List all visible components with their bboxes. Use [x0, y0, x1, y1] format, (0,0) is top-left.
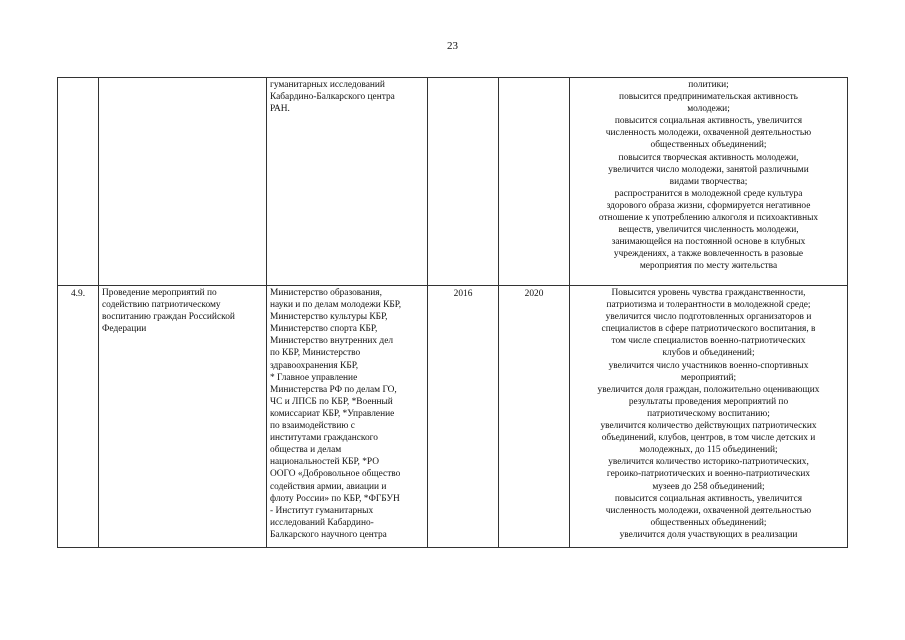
- result-text-line: здорового образа жизни, сформируется негативное: [606, 200, 811, 211]
- result-text-line: увеличится количество историко-патриотических,: [608, 457, 809, 468]
- result-text-line: увеличится количество действующих патриотических: [600, 421, 817, 432]
- result-text-line: молодежи;: [687, 104, 730, 115]
- executors-text-line: * Главное управление: [270, 372, 358, 383]
- end-year-cell: [499, 78, 570, 286]
- result-text-line: численность молодежи, охваченной деятельностью: [605, 505, 812, 516]
- result-text-line: патриотическому воспитанию;: [647, 408, 770, 419]
- executors-text-line: Министерства РФ по делам ГО,: [270, 384, 397, 395]
- result-text-line: общественных объединений;: [650, 517, 767, 528]
- executors-text-line: комиссариат КБР, *Управление: [270, 408, 395, 419]
- result-text-line: отношение к употреблению алкоголя и психоактивных: [598, 213, 819, 224]
- executors-cell: [267, 78, 428, 286]
- measure-name-cell: [99, 78, 267, 286]
- measure-text-line: содействию патриотическому: [102, 300, 221, 311]
- result-text-line: клубов и объединений;: [662, 348, 755, 359]
- executors-text-line: здравоохранения КБР,: [270, 360, 359, 371]
- executors-text-line: флоту России» по КБР, *ФГБУН: [270, 493, 400, 504]
- executors-text-line: национальностей КБР, *РО: [270, 457, 379, 468]
- result-text-line: занимающейся на постоянной основе в клубных: [611, 237, 806, 248]
- result-text-line: веществ, увеличится численность молодежи,: [618, 225, 799, 236]
- result-text-line: распространится в молодежной среде культура: [614, 188, 803, 199]
- table-row: [58, 286, 848, 548]
- executors-cell: [267, 286, 428, 548]
- expected-results-cell: [570, 286, 848, 548]
- result-text-line: Повысится уровень чувства гражданственности,: [611, 288, 806, 298]
- result-text-line: увеличится число подготовленных организаторов и: [605, 312, 812, 323]
- result-text-line: увеличится доля граждан, положительно оценивающих: [597, 384, 820, 395]
- result-text-line: общественных объединений;: [650, 140, 767, 151]
- result-text-line: численность молодежи, охваченной деятельностью: [605, 128, 812, 139]
- item-number-cell: 4.9.: [58, 286, 99, 548]
- executors-text-line: по взаимодействию с: [270, 421, 355, 432]
- executors-text-line: содействия армии, авиации и: [270, 481, 387, 492]
- result-text-line: специалистов в сфере патриотического воспитания, в: [601, 324, 816, 335]
- executors-text-line: Министерство образования,: [270, 288, 382, 298]
- item-number-cell: [58, 78, 99, 286]
- result-text-line: мероприятия по месту жительства: [639, 261, 778, 272]
- start-year-cell: [428, 78, 499, 286]
- result-text-line: политики;: [688, 80, 729, 90]
- executors-text-line: Министерство внутренних дел: [270, 336, 394, 347]
- result-text-line: увеличится число участников военно-спортивных: [608, 360, 809, 371]
- measure-text-line: Проведение мероприятий по: [102, 288, 217, 298]
- result-text-line: увеличится число молодежи, занятой различными: [608, 164, 809, 175]
- result-text-line: музеев до 258 объединений;: [652, 481, 765, 492]
- end-year-cell: 2020: [499, 286, 570, 548]
- expected-results-cell: [570, 78, 848, 286]
- result-text-line: учреждениях, а также вовлеченность в разовые: [613, 249, 804, 260]
- result-text-line: повысится предпринимательская активность: [619, 92, 798, 103]
- result-text-line: повысится социальная активность, увеличится: [614, 116, 803, 127]
- measure-text-line: воспитанию граждан Российской: [102, 312, 235, 323]
- executors-text-line: - Институт гуманитарных: [270, 505, 374, 516]
- executors-text-line: институтами гражданского: [270, 433, 378, 444]
- measures-table: [57, 77, 848, 548]
- page-number: 23: [447, 40, 458, 52]
- executors-text-line: науки и по делам молодежи КБР,: [270, 300, 402, 311]
- executors-text-line: по КБР, Министерство: [270, 348, 361, 359]
- result-text-line: патриотизма и толерантности в молодежной среде;: [606, 300, 811, 311]
- executors-text-line: Министерство спорта КБР,: [270, 324, 378, 335]
- result-text-line: том числе специалистов военно-патриотических: [611, 336, 806, 347]
- start-year-cell: 2016: [428, 286, 499, 548]
- result-text-line: мероприятий;: [680, 372, 737, 383]
- executors-text-line: Кабардино-Балкарского центра: [270, 92, 395, 103]
- executors-text-line: исследований Кабардино-: [270, 517, 374, 528]
- result-text-line: героико-патриотических и военно-патриотических: [606, 469, 811, 480]
- result-text-line: молодежных, до 115 объединений;: [639, 445, 778, 456]
- result-text-line: результаты проведения мероприятий по: [628, 396, 789, 407]
- executors-text-line: Министерство культуры КБР,: [270, 312, 388, 323]
- executors-text-line: общества и делам: [270, 445, 342, 456]
- measure-text-line: Федерации: [102, 324, 147, 335]
- executors-text-line: РАН.: [270, 104, 290, 115]
- executors-text-line: ЧС и ЛПСБ по КБР, *Военный: [270, 396, 393, 407]
- result-text-line: видами творчества;: [669, 176, 748, 187]
- result-text-line: повысится творческая активность молодежи,: [618, 152, 799, 163]
- executors-text-line: ООГО «Добровольное общество: [270, 469, 401, 480]
- executors-text-line: гуманитарных исследований: [270, 80, 385, 90]
- table-row: [58, 78, 848, 286]
- executors-text-line: Балкарского научного центра: [270, 529, 387, 540]
- measure-name-cell: [99, 286, 267, 548]
- result-text-line: повысится социальная активность, увеличится: [614, 493, 803, 504]
- result-text-line: увеличится доля участвующих в реализации: [619, 529, 798, 540]
- result-text-line: объединений, клубов, центров, в том числе детских и: [601, 433, 816, 444]
